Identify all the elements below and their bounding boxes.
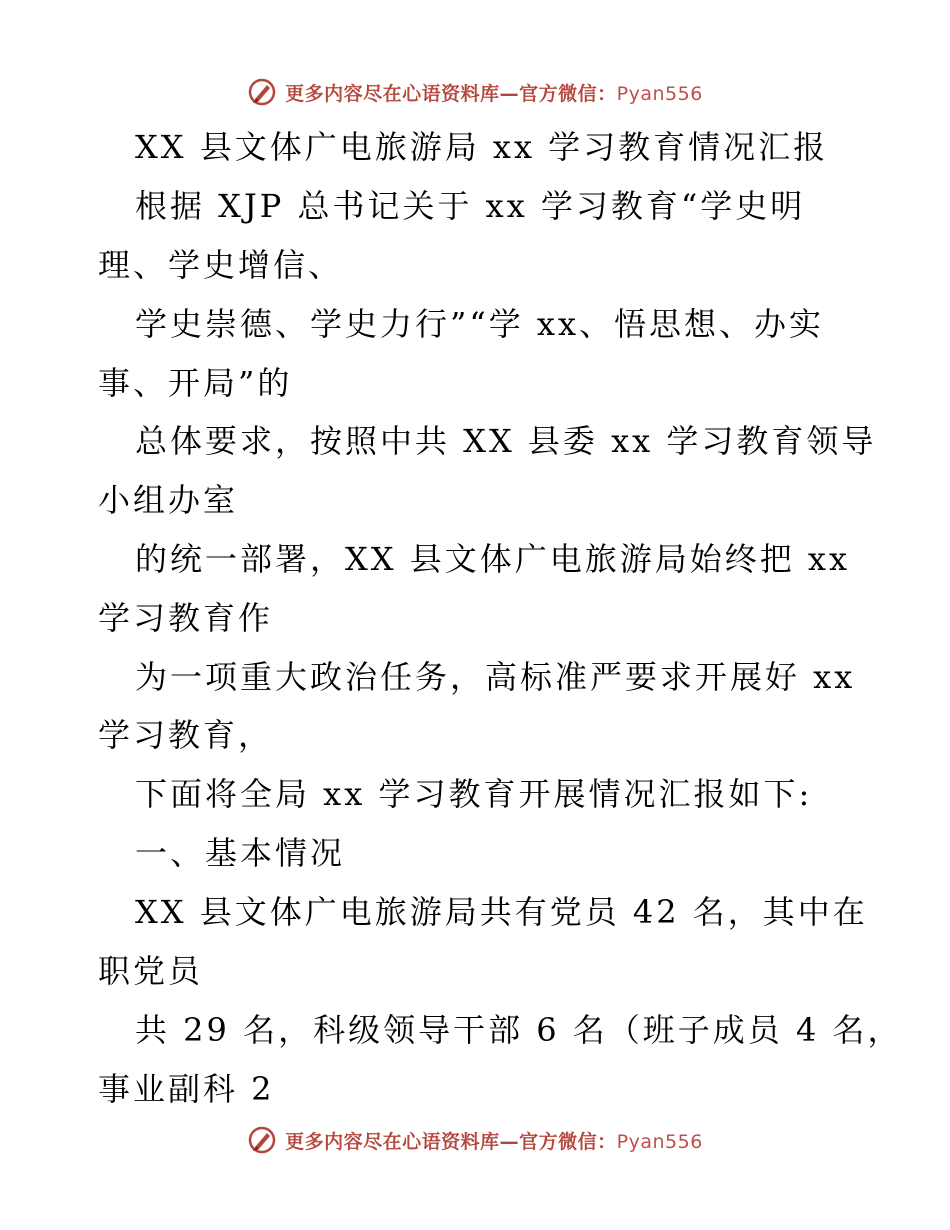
paragraph-line: 理、学史增信、 [98, 246, 344, 284]
section-heading: 一、基本情况 [135, 834, 346, 872]
paragraph-line: 根据 XJP 总书记关于 xx 学习教育“学史明 [135, 187, 806, 225]
header-banner-account: Pyan556 [616, 82, 703, 105]
paragraph-line: 总体要求，按照中共 XX 县委 xx 学习教育领导 [135, 422, 877, 460]
paragraph-line: 学习教育作 [98, 599, 274, 637]
paragraph-line: 小组办室 [98, 481, 239, 519]
header-banner [0, 72, 950, 112]
document-title: XX 县文体广电旅游局 xx 学习教育情况汇报 [135, 128, 829, 166]
paragraph-line: 的统一部署，XX 县文体广电旅游局始终把 xx [135, 540, 851, 578]
paragraph-line: 学史崇德、学史力行”“学 xx、悟思想、办实 [135, 305, 824, 343]
footer-banner-text: 更多内容尽在心语资料库—官方微信： [285, 1130, 617, 1153]
paragraph-line: XX 县文体广电旅游局共有党员 42 名，其中在 [135, 893, 868, 931]
footer-banner [0, 1120, 950, 1160]
paragraph-line: 事业副科 2 [98, 1070, 275, 1108]
paragraph-line: 职党员 [98, 952, 204, 990]
paragraph-line: 事、开局”的 [98, 364, 293, 402]
paragraph-line: 共 29 名，科级领导干部 6 名（班子成员 4 名， [135, 1011, 903, 1049]
paragraph-line: 学习教育， [98, 716, 274, 754]
header-banner-text: 更多内容尽在心语资料库—官方微信： [285, 82, 617, 105]
paragraph-line: 为一项重大政治任务，高标准严要求开展好 xx [135, 658, 856, 696]
paragraph-line: 下面将全局 xx 学习教育开展情况汇报如下: [135, 775, 813, 813]
footer-banner-account: Pyan556 [616, 1130, 703, 1153]
pen-logo-icon [247, 1125, 277, 1155]
pen-logo-icon [247, 77, 277, 107]
